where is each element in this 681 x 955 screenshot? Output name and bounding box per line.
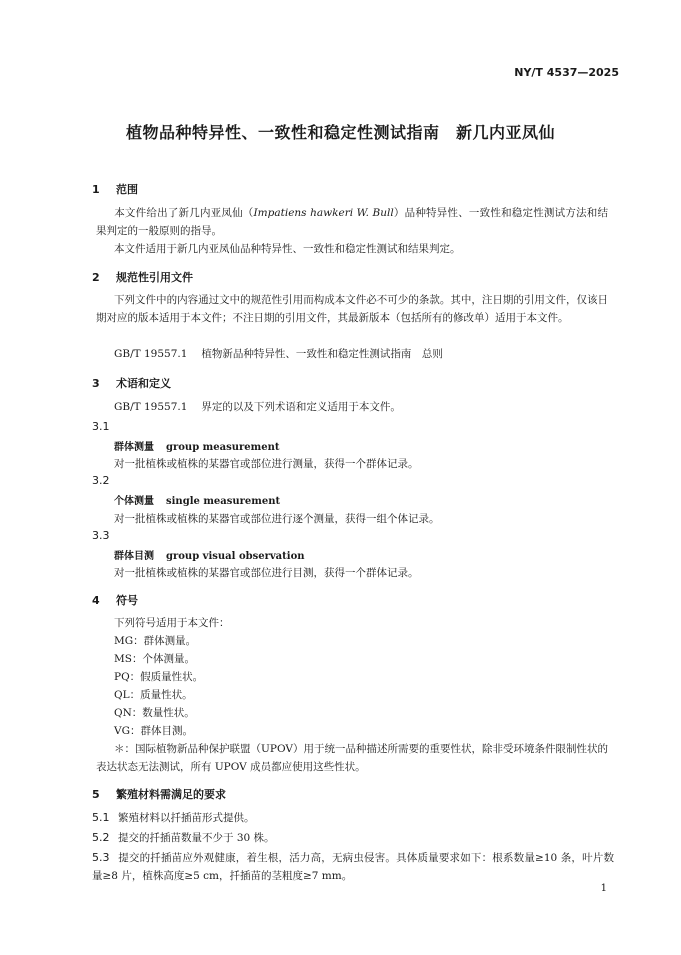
term-en: group visual observation	[166, 551, 305, 562]
term-en: single measurement	[166, 496, 281, 507]
latin-name: Impatiens hawkeri W. Bull	[253, 207, 394, 219]
reference-code: GB/T 19557.1	[114, 401, 188, 413]
term-cn: 个体测量	[114, 496, 154, 507]
reference-code: GB/T 19557.1	[114, 348, 188, 360]
symbol-item: VG：群体目测。	[114, 725, 193, 737]
section-title: 符号	[116, 594, 138, 607]
symbol-note	[96, 740, 608, 776]
term-name	[114, 547, 305, 562]
symbol-item: QN：数量性状。	[114, 707, 195, 719]
section-number: 2	[92, 271, 100, 284]
terms-intro-text: 界定的以及下列术语和定义适用于本文件。	[201, 401, 401, 413]
term-definition: 对一批植株或植株的某器官或部位进行测量，获得一个群体记录。	[114, 458, 419, 470]
term-number: 3.3	[92, 529, 110, 542]
section-1-heading	[92, 181, 138, 197]
symbol-item: MS：个体测量。	[114, 653, 195, 665]
symbols-intro: 下列符号适用于本文件：	[114, 617, 230, 629]
term-cn: 群体目测	[114, 551, 154, 562]
requirement-item	[92, 809, 255, 827]
section-number: 5	[92, 788, 100, 801]
section-3-heading	[92, 375, 171, 391]
section-title: 范围	[116, 183, 138, 196]
section-title: 术语和定义	[116, 377, 171, 390]
scope-paragraph-1	[96, 204, 608, 240]
symbol-note-text: ＊：国际植物新品种保护联盟（UPOV）用于统一品种描述所需要的重要性状，除非受环境条件限制性状的表达状态无法测试，所有 UPOV 成员都应使用这些性状。	[96, 743, 608, 773]
requirement-text: 提交的扦插苗应外观健康，着生根，活力高，无病虫侵害。具体质量要求如下：根系数量≥10 条，叶片数量≥8 片，植株高度≥5 cm，扦插苗的茎粗度≥7 mm。	[92, 852, 614, 882]
normative-text: 下列文件中的内容通过文中的规范性引用而构成本文件必不可少的条款。其中，注日期的引用文件，仅该日期对应的版本适用于本文件；不注日期的引用文件，其最新版本（包括所有的修改单）适用于本文件。	[96, 294, 608, 324]
reference-item	[114, 345, 443, 363]
reference-title: 植物新品种特异性、一致性和稳定性测试指南 总则	[201, 348, 443, 360]
requirement-item	[92, 829, 275, 847]
scope-text-end: ）品种特异性、一致性和稳定性测试方法和结果判定的一般原则的指导。	[96, 207, 609, 237]
term-name	[114, 438, 279, 453]
term-en: group measurement	[166, 442, 280, 453]
section-title: 繁殖材料需满足的要求	[116, 788, 226, 801]
term-cn: 群体测量	[114, 442, 154, 453]
section-number: 3	[92, 377, 100, 390]
page-number: 1	[600, 883, 607, 894]
section-title: 规范性引用文件	[116, 271, 193, 284]
requirement-number: 5.2	[92, 831, 110, 844]
term-definition: 对一批植株或植株的某器官或部位进行目测，获得一个群体记录。	[114, 567, 419, 579]
symbol-item: MG：群体测量。	[114, 635, 197, 647]
term-number: 3.2	[92, 474, 110, 487]
scope-paragraph-2: 本文件适用于新几内亚凤仙品种特异性、一致性和稳定性测试和结果判定。	[114, 243, 461, 255]
requirement-text: 提交的扦插苗数量不少于 30 株。	[118, 832, 275, 844]
normative-paragraph	[96, 291, 608, 327]
term-name	[114, 492, 280, 507]
requirement-item	[92, 849, 614, 885]
section-4-heading	[92, 592, 138, 608]
section-number: 1	[92, 183, 100, 196]
requirement-text: 繁殖材料以扦插苗形式提供。	[118, 812, 255, 824]
scope-text: 本文件给出了新几内亚凤仙（	[114, 207, 254, 219]
document-title: 植物品种特异性、一致性和稳定性测试指南 新几内亚凤仙	[125, 123, 555, 142]
section-number: 4	[92, 594, 100, 607]
symbol-item: QL：质量性状。	[114, 689, 193, 701]
symbol-item: PQ：假质量性状。	[114, 671, 204, 683]
term-definition: 对一批植株或植株的某器官或部位进行逐个测量，获得一组个体记录。	[114, 513, 440, 525]
section-2-heading	[92, 269, 193, 285]
requirement-number: 5.1	[92, 811, 110, 824]
section-5-heading	[92, 786, 226, 802]
terms-intro	[114, 398, 401, 416]
requirement-number: 5.3	[92, 851, 110, 864]
term-number: 3.1	[92, 420, 110, 433]
standard-number: NY/T 4537—2025	[514, 66, 619, 79]
